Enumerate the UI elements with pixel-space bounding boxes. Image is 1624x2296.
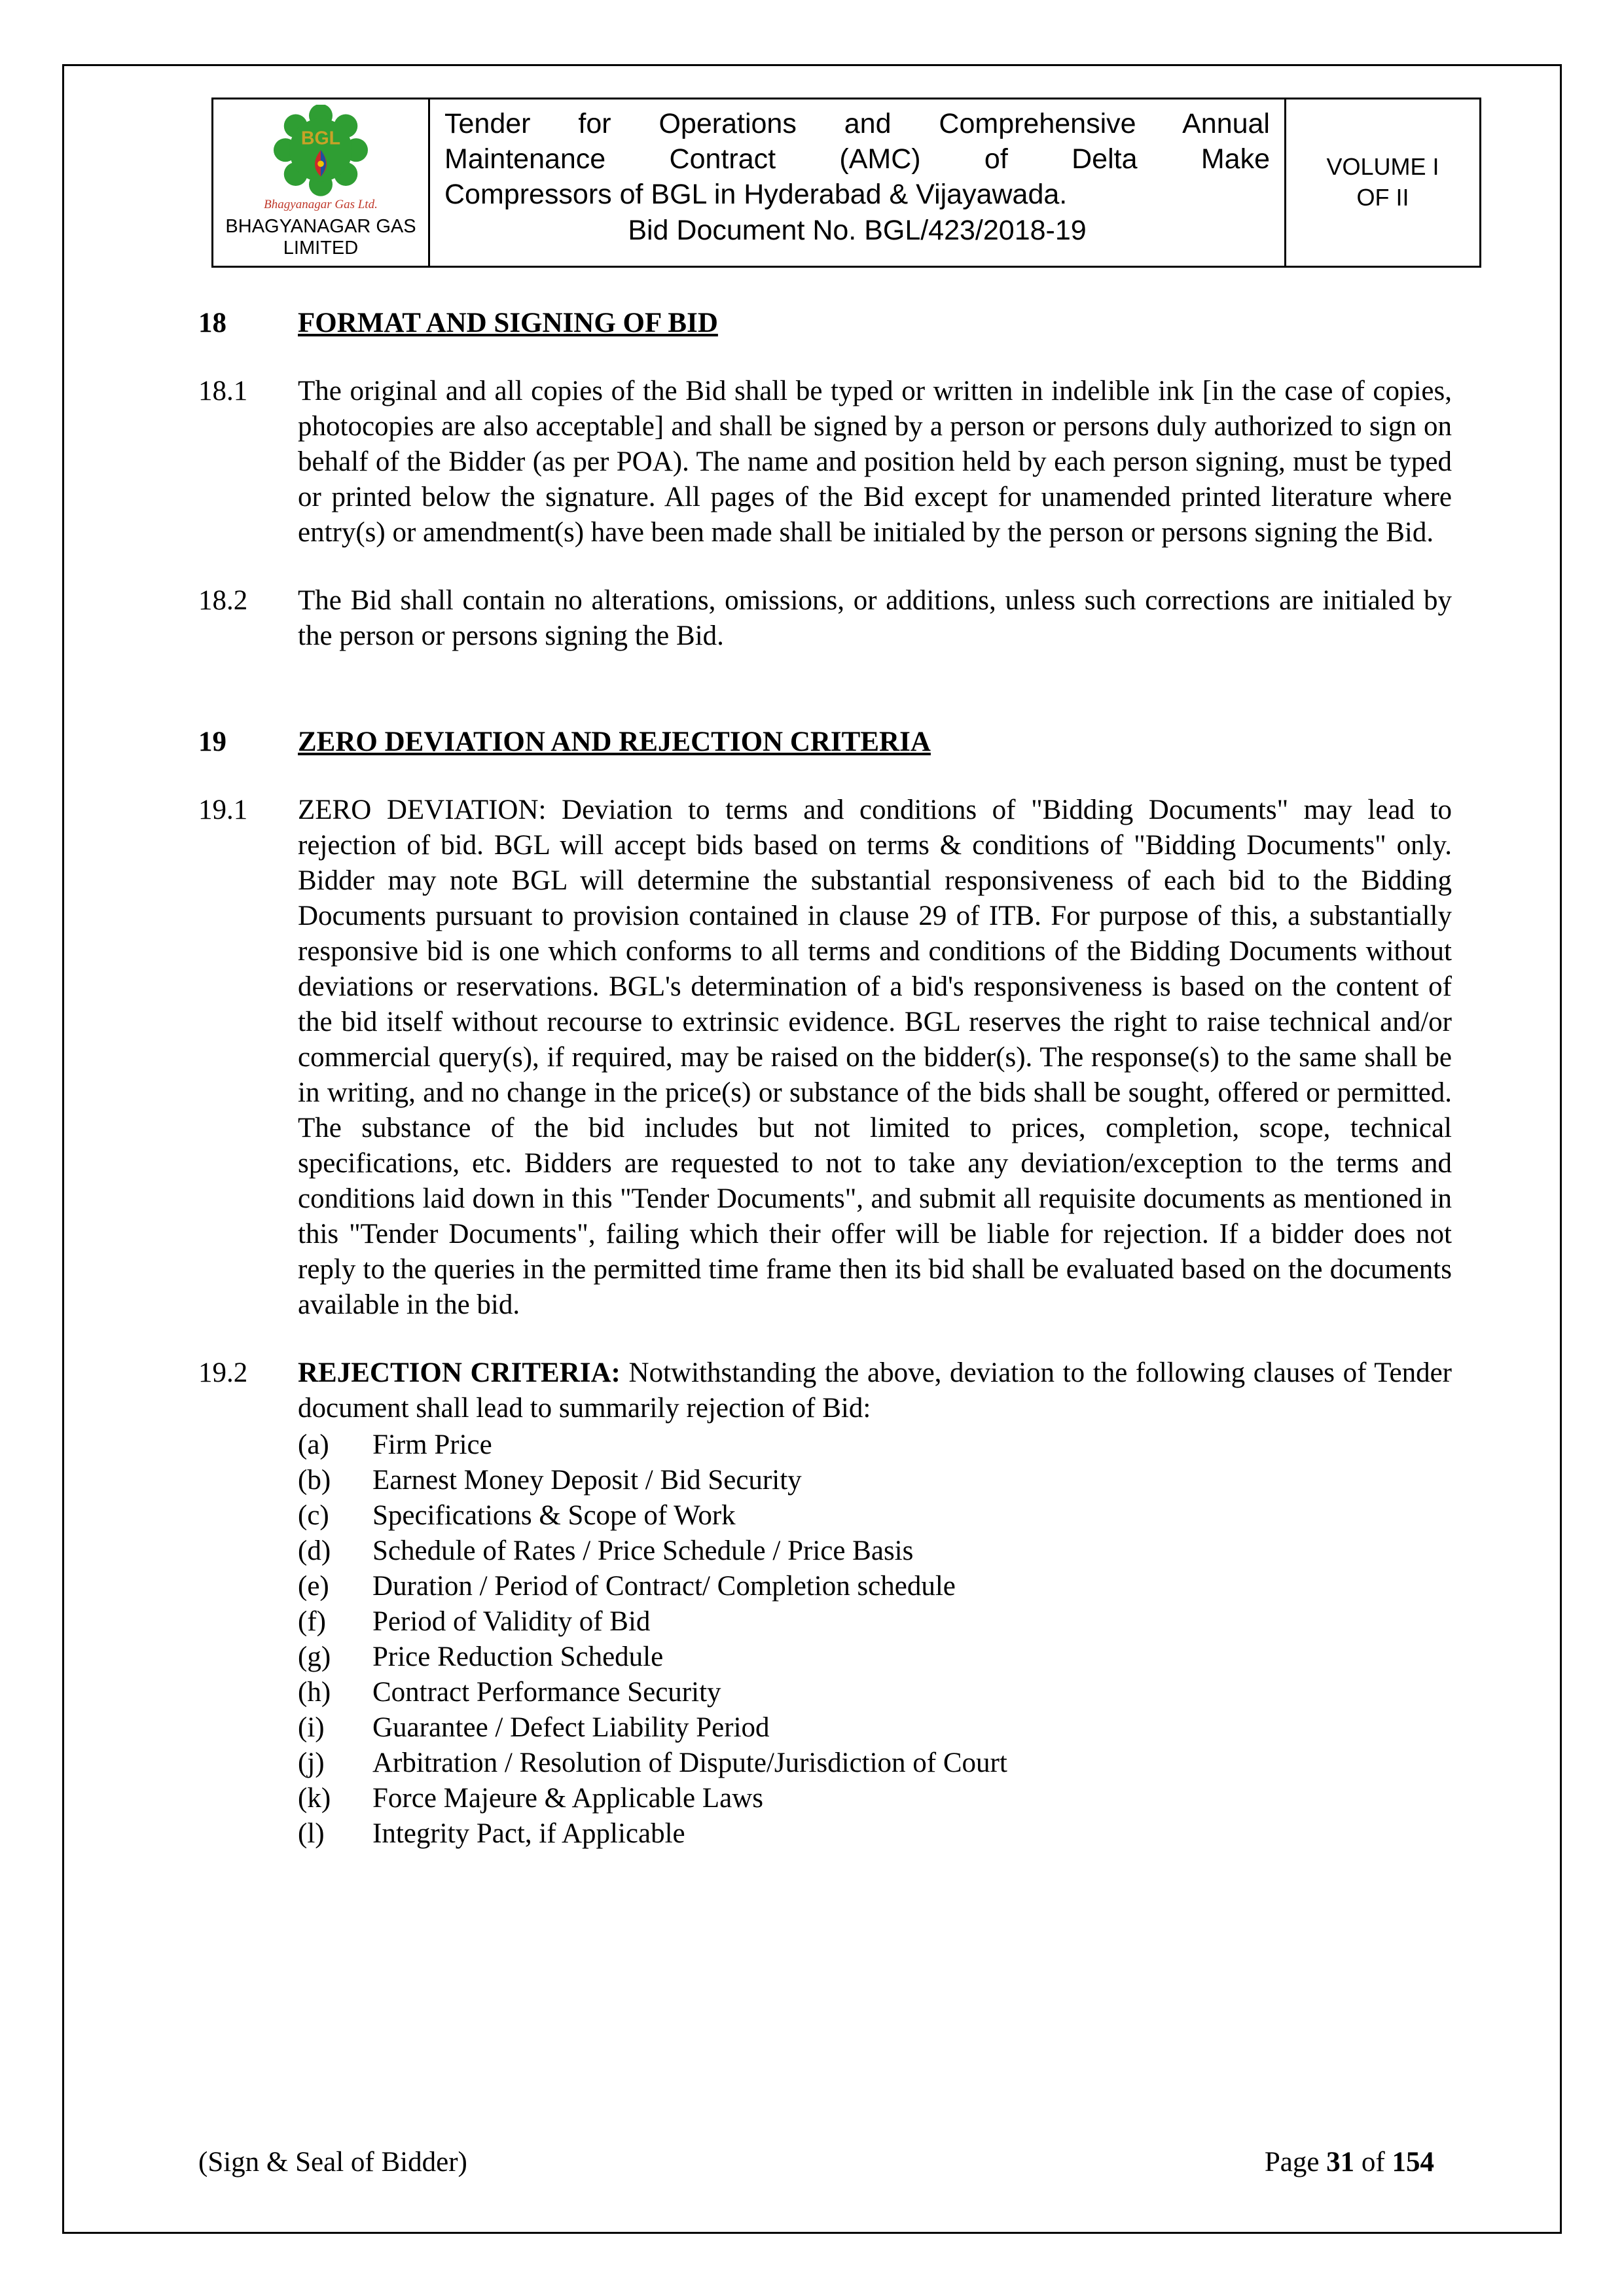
logo-tagline: Bhagyanagar Gas Ltd.	[264, 198, 378, 211]
total-pages: 154	[1392, 2147, 1434, 2178]
list-item-label: (g)	[298, 1641, 331, 1672]
section-title: ZERO DEVIATION AND REJECTION CRITERIA	[298, 726, 931, 757]
logo-flame-yellow	[317, 160, 324, 167]
section-18-heading	[198, 306, 1452, 341]
logo-acronym: BGL	[300, 128, 341, 149]
list-item-text: Firm Price	[372, 1429, 492, 1460]
tender-title-line-2: Maintenance Contract (AMC) of Delta Make	[444, 143, 1270, 175]
section-number: 19	[198, 726, 226, 757]
clause-number: 18.1	[198, 376, 248, 406]
list-item	[298, 1710, 1452, 1746]
list-item-label: (j)	[298, 1748, 325, 1778]
tender-title-line-3: Compressors of BGL in Hyderabad & Vijayawada.	[444, 179, 1068, 211]
list-item-text: Earnest Money Deposit / Bid Security	[372, 1465, 802, 1496]
list-item-label: (f)	[298, 1606, 326, 1637]
list-item-text: Contract Performance Security	[372, 1677, 721, 1708]
clause-19-1	[198, 793, 1452, 1323]
clause-number: 18.2	[198, 585, 248, 616]
clause-text: ZERO DEVIATION: Deviation to terms and conditions of "Bidding Documents" may lead to rejection of bid. BGL will accept bids based on terms & conditions of "Bidding Documents" only. Bidder may note BGL will determine the substantial responsiveness of each bid to the Bidding Documents pursuant to provision contained in clause 29 of ITB. For purpose of this, a substantially responsive bid is one which conforms to all terms and conditions of the Bidding Documents without deviations or reservations. BGL's determination of a bid's responsiveness is based on the content of the bid itself without recourse to extrinsic evidence. BGL reserves the right to raise technical and/or commercial query(s), if required, may be raised on the bidder(s). The response(s) to the same shall be in writing, and no change in the price(s) or substance of the bids shall be sought, offered or permitted. The substance of the bid includes but not limited to prices, completion, scope, technical specifications, etc. Bidders are requested to not to take any deviation/exception to the terms and conditions laid down in this "Tender Documents", and submit all requisite documents as mentioned in this "Tender Documents", failing which their offer will be liable for rejection. If a bidder does not reply to the queries in the permitted time frame then its bid shall be evaluated based on the documents available in the bid.	[298, 795, 1452, 1320]
rejection-criteria-label: REJECTION CRITERIA:	[298, 1357, 621, 1388]
volume-label-line-1: VOLUME I	[1326, 153, 1439, 181]
list-item-text: Duration / Period of Contract/ Completion schedule	[372, 1571, 956, 1602]
list-item-label: (c)	[298, 1500, 329, 1531]
tender-title-line-1: Tender for Operations and Comprehensive Annual	[444, 108, 1270, 139]
volume-cell	[1284, 99, 1479, 266]
clause-number: 19.2	[198, 1357, 248, 1388]
document-header	[211, 98, 1481, 268]
list-item-label: (l)	[298, 1818, 325, 1849]
clause-text: The original and all copies of the Bid shall be typed or written in indelible ink [in the case of copies, photocopies are also acceptable] and shall be signed by a person or persons duly authorized to sign on behalf of the Bidder (as per POA). The name and position held by each person signing, must be typed or printed below the signature. All pages of the Bid except for unamended printed literature where entry(s) or amendment(s) have been made shall be initialed by the person or persons signing the Bid.	[298, 376, 1452, 548]
list-item-text: Period of Validity of Bid	[372, 1606, 651, 1637]
list-item-label: (e)	[298, 1571, 329, 1602]
list-item-label: (i)	[298, 1712, 325, 1743]
list-item-label: (k)	[298, 1783, 331, 1814]
of-word: of	[1361, 2147, 1385, 2178]
bgl-logo-icon	[272, 105, 370, 196]
volume-label-line-2: OF II	[1356, 184, 1409, 211]
list-item-text: Force Majeure & Applicable Laws	[372, 1783, 764, 1814]
clause-number: 19.1	[198, 795, 248, 825]
list-item	[298, 1463, 1452, 1498]
section-number: 18	[198, 308, 226, 338]
list-item	[298, 1746, 1452, 1781]
page-footer	[198, 2146, 1434, 2178]
section-19-heading	[198, 725, 1452, 760]
list-item	[298, 1498, 1452, 1534]
clause-19-2	[198, 1355, 1452, 1852]
list-item-text: Arbitration / Resolution of Dispute/Jurisdiction of Court	[372, 1748, 1007, 1778]
title-cell	[428, 99, 1284, 266]
list-item-text: Guarantee / Defect Liability Period	[372, 1712, 770, 1743]
list-item-label: (h)	[298, 1677, 331, 1708]
company-name: BHAGYANAGAR GAS LIMITED	[225, 216, 416, 259]
list-item	[298, 1816, 1452, 1852]
clause-text: The Bid shall contain no alterations, omissions, or additions, unless such corrections are initialed by the person or persons signing the Bid.	[298, 585, 1452, 651]
list-item	[298, 1534, 1452, 1569]
list-item-label: (d)	[298, 1535, 331, 1566]
rejection-criteria-list	[298, 1427, 1452, 1852]
list-item-text: Schedule of Rates / Price Schedule / Price Basis	[372, 1535, 914, 1566]
list-item	[298, 1640, 1452, 1675]
sign-seal-note: (Sign & Seal of Bidder)	[198, 2147, 467, 2178]
bid-document-number: Bid Document No. BGL/423/2018-19	[628, 214, 1087, 246]
list-item-text: Price Reduction Schedule	[372, 1641, 664, 1672]
logo-cell	[213, 99, 428, 266]
list-item-label: (a)	[298, 1429, 329, 1460]
clause-18-1	[198, 374, 1452, 550]
page-indicator	[1265, 2146, 1434, 2178]
list-item-text: Integrity Pact, if Applicable	[372, 1818, 685, 1849]
list-item-text: Specifications & Scope of Work	[372, 1500, 736, 1531]
page-word: Page	[1264, 2147, 1320, 2178]
clause-18-2	[198, 583, 1452, 654]
document-body	[198, 306, 1452, 1852]
section-title: FORMAT AND SIGNING OF BID	[298, 308, 718, 338]
page-number: 31	[1326, 2147, 1355, 2178]
list-item	[298, 1427, 1452, 1463]
list-item	[298, 1604, 1452, 1640]
clause-text	[298, 1355, 1452, 1852]
rejection-criteria-intro: Notwithstanding the above, deviation to the following clauses of Tender document shall lead to summarily rejection of Bid:	[298, 1357, 1453, 1424]
page-border	[62, 64, 1562, 2234]
list-item	[298, 1781, 1452, 1816]
list-item-label: (b)	[298, 1465, 331, 1496]
list-item	[298, 1569, 1452, 1604]
list-item	[298, 1675, 1452, 1710]
